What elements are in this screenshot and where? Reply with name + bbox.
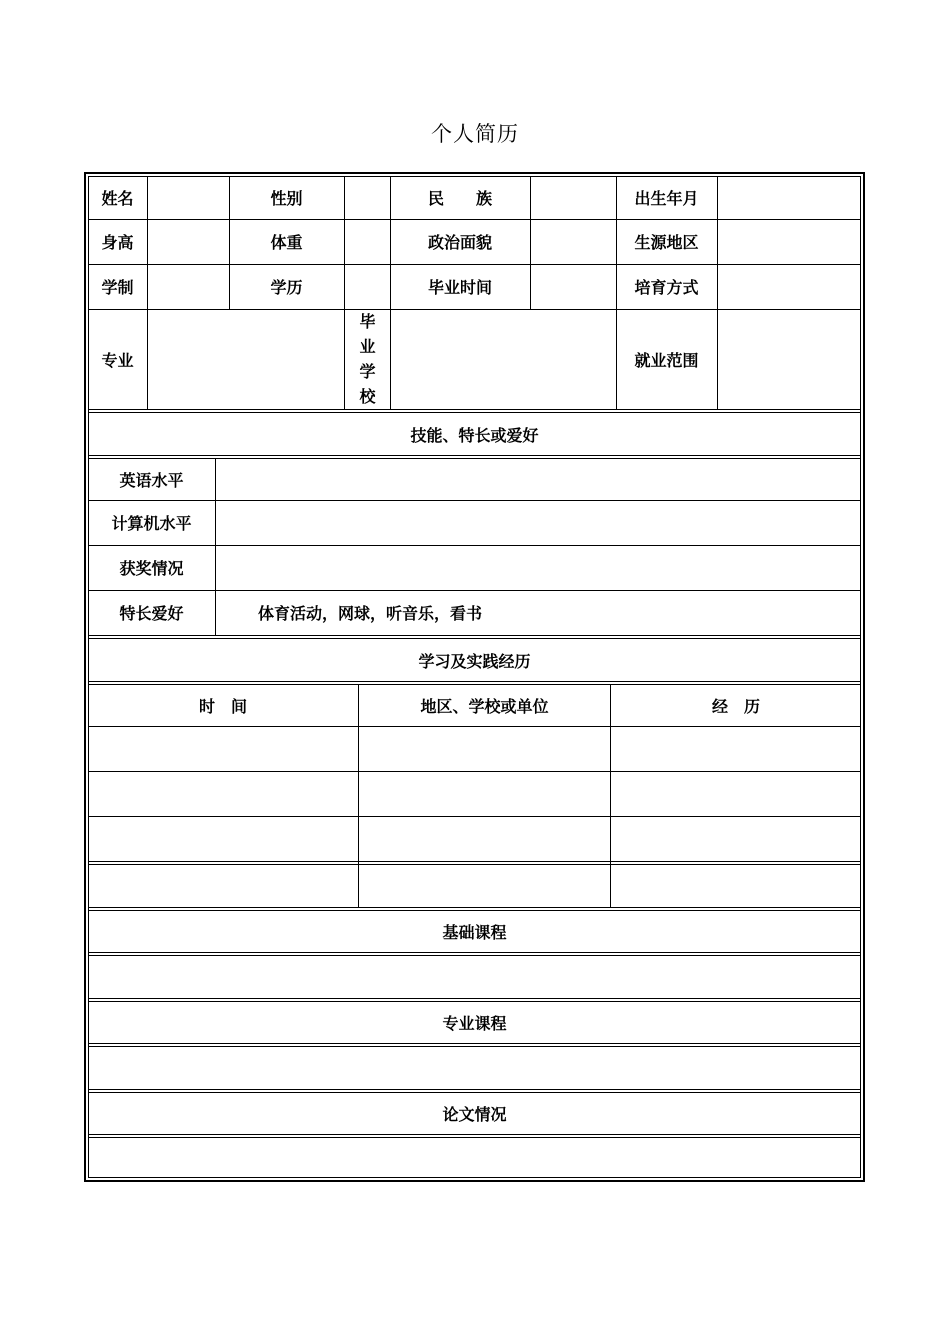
height-label: 身高 xyxy=(101,233,134,252)
section-divider xyxy=(88,998,861,999)
training-label: 培育方式 xyxy=(634,278,699,297)
hobbies-label: 特长爱好 xyxy=(119,604,184,623)
experience-place-cell[interactable] xyxy=(359,772,610,816)
grad-time-value[interactable] xyxy=(531,264,616,309)
experience-place-cell[interactable] xyxy=(359,817,610,861)
thesis-value[interactable] xyxy=(88,1138,861,1178)
experience-time-cell[interactable] xyxy=(88,772,358,816)
grad-school-char: 毕 xyxy=(359,312,376,331)
grad-school-char: 学 xyxy=(359,362,376,381)
grad-time-label: 毕业时间 xyxy=(427,278,492,297)
experience-detail-cell[interactable] xyxy=(611,865,861,907)
english-value[interactable] xyxy=(216,459,861,500)
grad-school-label xyxy=(345,309,390,409)
height-value[interactable] xyxy=(148,219,229,264)
experience-detail-cell[interactable] xyxy=(611,817,861,861)
birth-value[interactable] xyxy=(718,176,861,219)
training-value[interactable] xyxy=(718,264,861,309)
grad-school-char: 业 xyxy=(359,337,376,356)
skills-section-header: 技能、特长或爱好 xyxy=(410,425,539,445)
section-divider xyxy=(88,635,861,636)
origin-label: 生源地区 xyxy=(634,233,699,252)
ethnicity-value[interactable] xyxy=(531,176,616,219)
experience-time-cell[interactable] xyxy=(88,817,358,861)
computer-label: 计算机水平 xyxy=(111,514,192,533)
english-label: 英语水平 xyxy=(119,471,184,490)
section-divider xyxy=(88,1134,861,1135)
politics-label: 政治面貌 xyxy=(427,233,492,252)
col-time-header: 时 间 xyxy=(198,697,247,716)
experience-detail-cell[interactable] xyxy=(611,772,861,816)
section-divider xyxy=(88,409,861,410)
page-title: 个人简历 xyxy=(431,122,519,146)
grad-school-value[interactable] xyxy=(391,309,616,409)
major-value[interactable] xyxy=(148,309,344,409)
thesis-header: 论文情况 xyxy=(442,1105,507,1124)
experience-place-cell[interactable] xyxy=(359,727,610,771)
employment-label: 就业范围 xyxy=(634,350,699,370)
awards-value[interactable] xyxy=(216,545,861,590)
section-divider xyxy=(88,681,861,682)
hobbies-value[interactable]: 体育活动，网球，听音乐，看书 xyxy=(258,604,483,623)
birth-label: 出生年月 xyxy=(634,189,699,208)
experience-time-cell[interactable] xyxy=(88,865,358,907)
gender-value[interactable] xyxy=(345,176,390,219)
name-value[interactable] xyxy=(148,176,229,219)
employment-value[interactable] xyxy=(718,309,861,409)
row-divider xyxy=(88,861,861,862)
experience-detail-cell[interactable] xyxy=(611,727,861,771)
politics-value[interactable] xyxy=(531,219,616,264)
education-value[interactable] xyxy=(345,264,390,309)
basic-courses-header: 基础课程 xyxy=(442,923,507,942)
schooling-value[interactable] xyxy=(148,264,229,309)
section-divider xyxy=(88,952,861,953)
section-divider xyxy=(88,1043,861,1044)
schooling-label: 学制 xyxy=(101,278,134,297)
weight-value[interactable] xyxy=(345,219,390,264)
major-label: 专业 xyxy=(101,350,134,370)
awards-label: 获奖情况 xyxy=(119,559,184,578)
ethnicity-label: 民 族 xyxy=(427,189,492,208)
experience-time-cell[interactable] xyxy=(88,727,358,771)
section-divider xyxy=(88,455,861,456)
section-divider xyxy=(88,907,861,908)
major-courses-header: 专业课程 xyxy=(442,1014,507,1033)
computer-value[interactable] xyxy=(216,500,861,545)
weight-label: 体重 xyxy=(270,233,303,252)
col-experience-header: 经 历 xyxy=(711,697,760,716)
basic-courses-value[interactable] xyxy=(88,956,861,998)
experience-section-header: 学习及实践经历 xyxy=(418,651,531,671)
education-label: 学历 xyxy=(270,278,303,297)
section-divider xyxy=(88,1089,861,1090)
origin-value[interactable] xyxy=(718,219,861,264)
name-label: 姓名 xyxy=(101,189,134,208)
grad-school-char: 校 xyxy=(359,387,376,406)
col-place-header: 地区、学校或单位 xyxy=(420,697,549,716)
gender-label: 性别 xyxy=(270,189,303,208)
experience-place-cell[interactable] xyxy=(359,865,610,907)
major-courses-value[interactable] xyxy=(88,1047,861,1089)
